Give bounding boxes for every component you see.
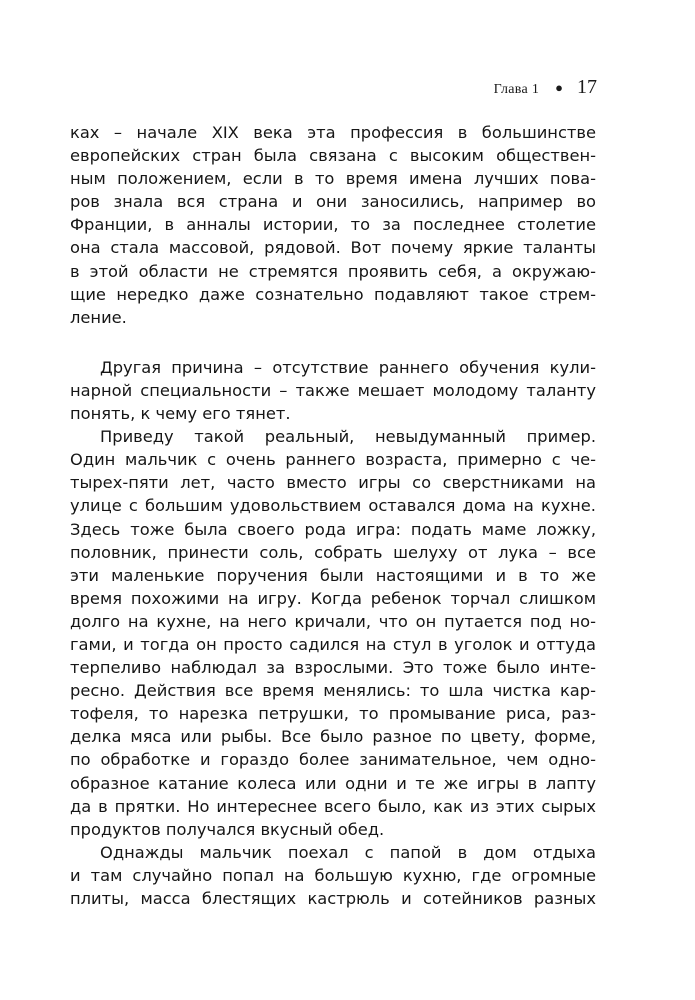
text-line: делка мяса или рыбы. Все было разное по цвету, форме,: [70, 727, 596, 747]
text-line: ках – начале XIX века эта профессия в большинстве: [70, 123, 596, 142]
text-line: Один мальчик с очень раннего возраста, примерно с че-: [70, 450, 596, 470]
paragraph-4: [70, 841, 596, 910]
paragraph-3: [70, 425, 596, 841]
text-line: плиты, масса блестящих кастрюль и сотейников разных: [70, 889, 596, 908]
text-line: и там случайно попал на большую кухню, где огромные: [70, 865, 596, 885]
text-line: время похожими на игру. Когда ребенок торчал слишком: [70, 588, 596, 608]
bullet-separator: ●: [555, 80, 563, 95]
text-line: терпеливо наблюдал за взрослыми. Это тоже было инте-: [70, 658, 596, 678]
text-line: долго на кухне, на него кричали, что он путается под но-: [70, 611, 596, 631]
text-line: тофеля, то нарезка петрушки, то промывание риса, раз-: [70, 704, 596, 724]
text-line: она стала массовой, рядовой. Вот почему яркие таланты: [70, 238, 596, 258]
text-line: ров знала вся страна и они заносились, например во: [70, 192, 596, 212]
text-line: щие нередко даже сознательно подавляют такое стрем-: [70, 284, 596, 304]
body-text: [70, 121, 596, 910]
paragraph-gap: [70, 329, 596, 356]
text-line: по обработке и гораздо более занимательное, чем одно-: [70, 750, 596, 770]
running-header: [494, 76, 597, 99]
text-line: Приведу такой реальный, невыдуманный пример.: [100, 427, 596, 447]
text-line: ресно. Действия все время менялись: то шла чистка кар-: [70, 681, 596, 701]
text-line: в этой области не стремятся проявить себя, а окружаю-: [70, 261, 596, 281]
text-line: Франции, в анналы истории, то за последнее столетие: [70, 215, 596, 235]
text-line: половник, принести соль, собрать шелуху от лука – все: [70, 542, 596, 562]
paragraph-2: [70, 356, 596, 425]
chapter-label: Глава 1: [493, 82, 540, 97]
text-line: европейских стран была связана с высоким обществен-: [70, 146, 596, 166]
text-line: Здесь тоже была своего рода игра: подать маме ложку,: [70, 519, 596, 539]
text-line: ление.: [70, 307, 127, 327]
text-line: образное катание колеса или одни и те же игры в лапту: [70, 773, 596, 793]
text-line: улице с большим удовольствием оставался дома на кухне.: [70, 496, 596, 516]
text-line: Однажды мальчик поехал с папой в дом отдыха: [100, 842, 596, 862]
page-number: 17: [577, 76, 597, 98]
text-line: да в прятки. Но интереснее всего было, как из этих сырых: [70, 796, 596, 816]
text-line: ным положением, если в то время имена лучших пова-: [70, 169, 596, 189]
text-line: понять, к чему его тянет.: [70, 404, 291, 424]
text-line: эти маленькие поручения были настоящими и в то же: [70, 565, 596, 585]
text-line: нарной специальности – также мешает молодому таланту: [70, 380, 596, 400]
text-line: Другая причина – отсутствие раннего обучения кули-: [100, 357, 596, 377]
paragraph-1: [70, 121, 596, 329]
text-line: гами, и тогда он просто садился на стул в уголок и оттуда: [70, 634, 596, 654]
text-line: тырех-пяти лет, часто вместо игры со сверстниками на: [70, 473, 596, 493]
text-line: продуктов получался вкусный обед.: [70, 819, 385, 839]
